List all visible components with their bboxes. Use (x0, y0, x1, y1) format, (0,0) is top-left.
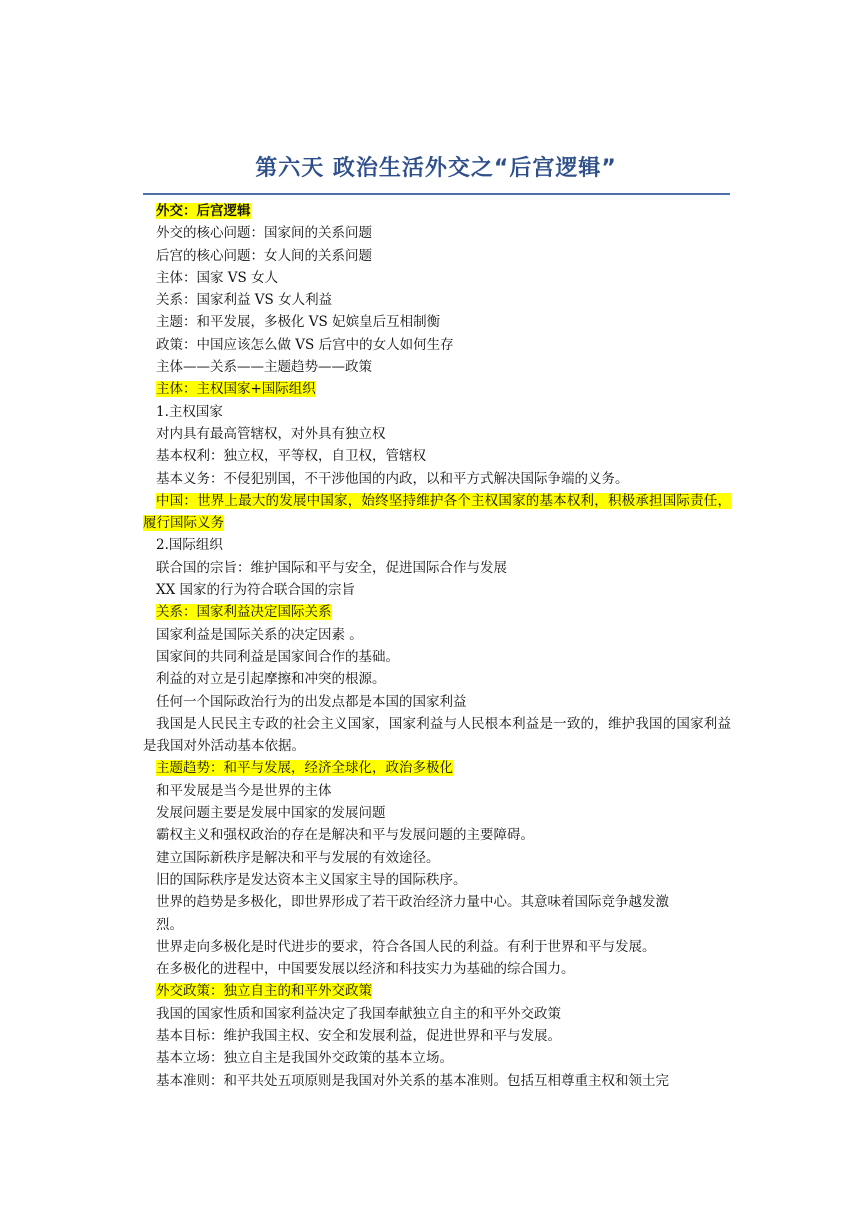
heading-relation: 关系：国家利益决定国际关系 (156, 604, 332, 621)
text-line: 发展问题主要是发展中国家的发展问题 (156, 805, 386, 822)
document-body (143, 200, 731, 1092)
text-line: 基本权利：独立权，平等权，自卫权，管辖权 (156, 448, 426, 465)
highlight-paragraph-china: 中国：世界上最大的发展中国家，始终坚持维护各个主权国家的基本权利，积极承担国际责任，履行国际义务 (143, 492, 731, 532)
text-line: 主体——关系——主题趋势——政策 (156, 359, 372, 376)
text-line: 烈。 (156, 916, 183, 933)
paragraph-national-interest: 我国是人民民主专政的社会主义国家，国家利益与人民根本利益是一致的，维护我国的国家利益是我国对外活动基本依据。 (143, 715, 731, 755)
text-line: 世界走向多极化是时代进步的要求，符合各国人民的利益。有利于世界和平与发展。 (156, 938, 656, 955)
text-line: 在多极化的进程中，中国要发展以经济和科技实力为基础的综合国力。 (156, 961, 575, 978)
heading-subject: 主体：主权国家+国际组织 (156, 381, 316, 398)
text-line: 基本目标：维护我国主权、安全和发展利益，促进世界和平与发展。 (156, 1027, 561, 1044)
text-line: 联合国的宗旨：维护国际和平与安全，促进国际合作与发展 (156, 559, 507, 576)
text-line: XX 国家的行为符合联合国的宗旨 (156, 582, 356, 599)
text-line: 对内具有最高管辖权，对外具有独立权 (156, 425, 386, 442)
text-line: 利益的对立是引起摩擦和冲突的根源。 (156, 671, 386, 688)
text-line: 主题：和平发展，多极化 VS 妃嫔皇后互相制衡 (156, 314, 441, 331)
text-line: 关系：国家利益 VS 女人利益 (156, 292, 333, 309)
title-divider (143, 193, 730, 195)
text-line: 任何一个国际政治行为的出发点都是本国的国家利益 (156, 693, 467, 710)
text-line: 国家利益是国际关系的决定因素 。 (156, 626, 363, 643)
heading-trend: 主题趋势：和平与发展，经济全球化，政治多极化 (156, 760, 453, 777)
text-line: 2.国际组织 (156, 537, 223, 554)
text-line: 基本准则：和平共处五项原则是我国对外关系的基本准则。包括互相尊重主权和领土完 (156, 1072, 669, 1089)
text-line: 世界的趋势是多极化，即世界形成了若干政治经济力量中心。其意味着国际竞争越发激 (156, 894, 669, 911)
text-line: 主体：国家 VS 女人 (156, 269, 279, 286)
text-line: 我国的国家性质和国家利益决定了我国奉献独立自主的和平外交政策 (156, 1005, 561, 1022)
heading-policy: 外交政策：独立自主的和平外交政策 (156, 983, 372, 1000)
page-title: 第六天 政治生活外交之“后宫逻辑” (255, 156, 617, 181)
text-line: 基本立场：独立自主是我国外交政策的基本立场。 (156, 1050, 453, 1067)
text-line: 旧的国际秩序是发达资本主义国家主导的国际秩序。 (156, 871, 467, 888)
text-line: 国家间的共同利益是国家间合作的基础。 (156, 648, 399, 665)
text-line: 建立国际新秩序是解决和平与发展的有效途径。 (156, 849, 440, 866)
text-line: 政策：中国应该怎么做 VS 后宫中的女人如何生存 (156, 336, 454, 353)
text-line: 基本义务：不侵犯别国，不干涉他国的内政，以和平方式解决国际争端的义务。 (156, 470, 629, 487)
heading-diplomacy: 外交：后宫逻辑 (156, 203, 251, 219)
text-line: 1.主权国家 (156, 403, 223, 420)
text-line: 外交的核心问题：国家间的关系问题 (156, 225, 372, 242)
text-line: 和平发展是当今是世界的主体 (156, 782, 332, 799)
text-line: 霸权主义和强权政治的存在是解决和平与发展问题的主要障碍。 (156, 827, 534, 844)
text-line: 后宫的核心问题：女人间的关系问题 (156, 247, 372, 264)
